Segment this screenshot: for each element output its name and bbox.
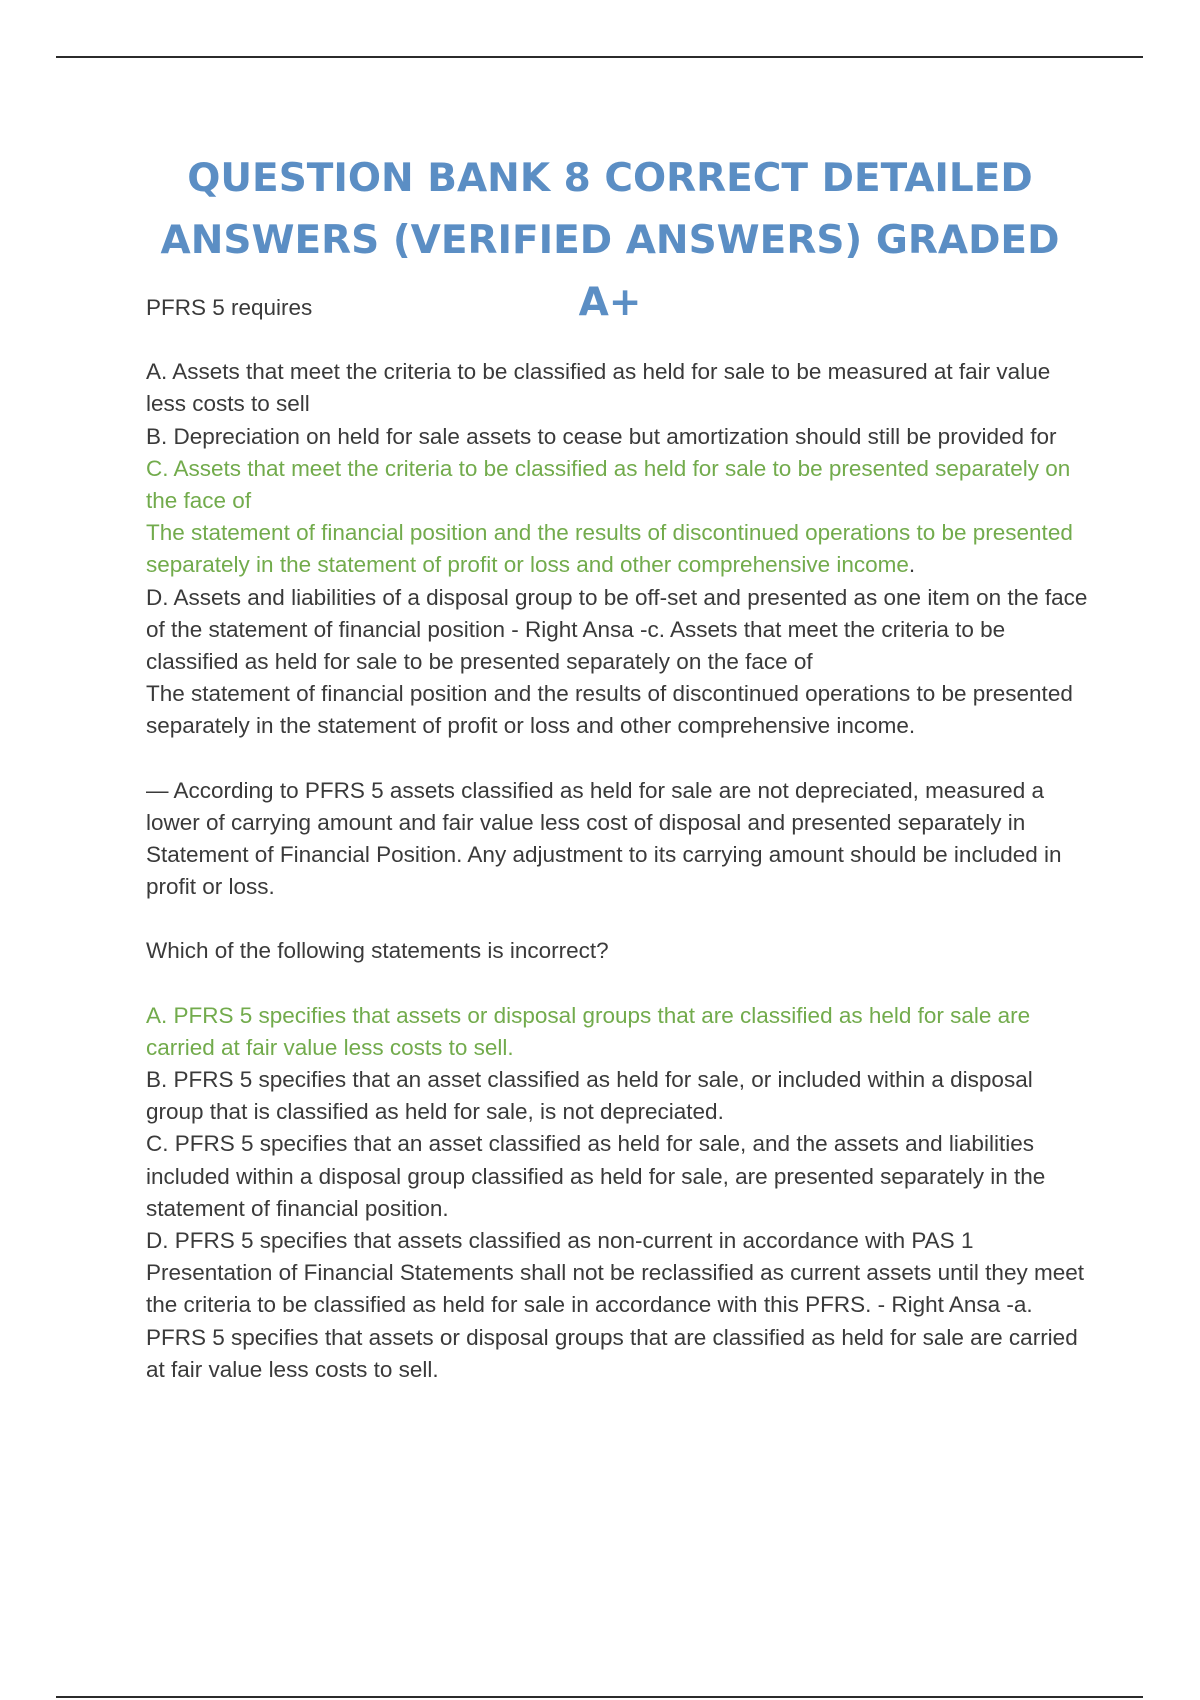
- question-1-option-d-continuation: The statement of financial position and the results of discontinued operations to be presented separately in the statement of profit or loss and other comprehensive income.: [146, 681, 1073, 739]
- spacer: [146, 743, 1096, 775]
- question-1-stem: PFRS 5 requires: [146, 295, 313, 320]
- document-body: [146, 292, 1096, 1386]
- question-1-option-d: D. Assets and liabilities of a disposal group to be off-set and presented as one item on the face of the statement of financial position - Right Ansa -c. Assets that meet the criteria to be classified as held for sale to be presented separately on the face of: [146, 584, 1088, 675]
- question-2-option-d: D. PFRS 5 specifies that assets classified as non-current in accordance with PAS 1 Presentation of Financial Statements shall not be reclassified as current assets until they meet the criteria to be classified as held for sale in accordance with this PFRS. - Right Ansa -a. PFRS 5 specifies that assets or disposal groups that are classified as held for sale are carried at fair value less costs to sell.: [146, 1228, 1084, 1382]
- document-title: QUESTION BANK 8 CORRECT DETAILED ANSWERS (VERIFIED ANSWERS) GRADED A+: [160, 156, 1060, 325]
- bottom-rule: [56, 1696, 1143, 1698]
- spacer: [146, 903, 1096, 935]
- question-1-option-c-continuation: [146, 517, 1096, 581]
- question-2-option-c: C. PFRS 5 specifies that an asset classified as held for sale, and the assets and liabilities included within a disposal group classified as held for sale, are presented separately in the statement of financial position.: [146, 1131, 1046, 1221]
- question-2-option-b: B. PFRS 5 specifies that an asset classified as held for sale, or included within a disposal group that is classified as held for sale, is not depreciated.: [146, 1067, 1033, 1125]
- question-2-option-a-correct: A. PFRS 5 specifies that assets or disposal groups that are classified as held for sale are carried at fair value less costs to sell.: [146, 1002, 1031, 1060]
- question-1-option-b: B. Depreciation on held for sale assets to cease but amortization should still be provided for: [146, 423, 1057, 449]
- question-1-option-c-period: .: [908, 552, 916, 578]
- question-1-option-c-correct: C. Assets that meet the criteria to be classified as held for sale to be presented separately on the face of: [146, 455, 1071, 514]
- spacer: [146, 968, 1096, 1000]
- question-1-explanation: — According to PFRS 5 assets classified as held for sale are not depreciated, measured a lower of carrying amount and fair value less cost of disposal and presented separately in Statement of Financial Position. Any adjustment to its carrying amount should be included in profit or loss.: [146, 777, 1062, 900]
- spacer: [146, 324, 1096, 356]
- question-2-stem: Which of the following statements is incorrect?: [146, 938, 609, 964]
- question-1-option-c-correct-continued: The statement of financial position and the results of discontinued operations to be presented separately in the statement of profit or loss and other comprehensive income: [146, 520, 1073, 578]
- top-rule: [56, 56, 1143, 58]
- question-1-option-a: A. Assets that meet the criteria to be classified as held for sale to be measured at fair value less costs to sell: [146, 359, 1051, 417]
